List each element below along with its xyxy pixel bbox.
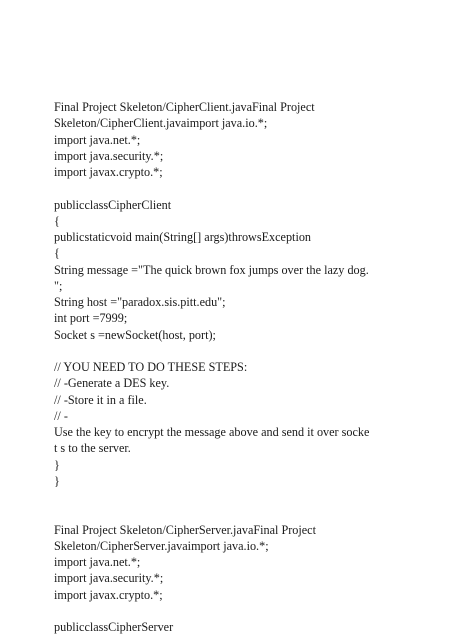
text-line: // -Store it in a file. [54,392,147,407]
text-line: String host ="paradox.sis.pitt.edu"; [54,295,226,309]
text-line: Skeleton/CipherClient.javaimport java.io.*; [54,116,268,131]
text-line: Skeleton/CipherServer.javaimport java.io.*; [54,538,269,553]
text-line: import java.net.*; [54,132,141,147]
text-line: } [54,457,60,472]
text-line: publicclassCipherClient [54,197,172,212]
blank-line [54,489,444,505]
text-line: t s to the server. [54,441,131,456]
text-line: publicclassCipherServer [54,620,174,634]
text-line: // -Generate a DES key. [54,376,170,391]
text-line: int port =7999; [54,311,128,326]
text-line: import javax.crypto.*; [54,587,163,602]
text-line: Socket s =newSocket(host, port); [54,327,216,342]
text-line: // - [54,408,68,423]
text-line: import java.security.*; [54,571,164,586]
text-line: Final Project Skeleton/CipherClient.javaFinal Project [54,100,315,114]
text-line: { [54,213,60,228]
text-line: Final Project Skeleton/CipherServer.javaFinal Project [54,522,316,537]
text-line: import java.net.*; [54,555,141,569]
text-line: import javax.crypto.*; [54,165,163,179]
text-line: publicstaticvoid main(String[] args)throwsException [54,230,312,244]
text-line: "; [54,278,63,293]
text-line: import java.security.*; [54,148,164,163]
text-line: { [54,246,60,261]
text-line: Use the key to encrypt the message above and send it over socke [54,425,370,439]
blank-line [54,180,444,196]
document-text [54,99,444,635]
blank-line [54,505,444,521]
blank-line [54,343,444,359]
text-line: String message ="The quick brown fox jumps over the lazy dog. [54,262,369,277]
text-line: } [54,473,60,488]
text-line: // YOU NEED TO DO THESE STEPS: [54,360,248,374]
blank-line [54,603,444,619]
